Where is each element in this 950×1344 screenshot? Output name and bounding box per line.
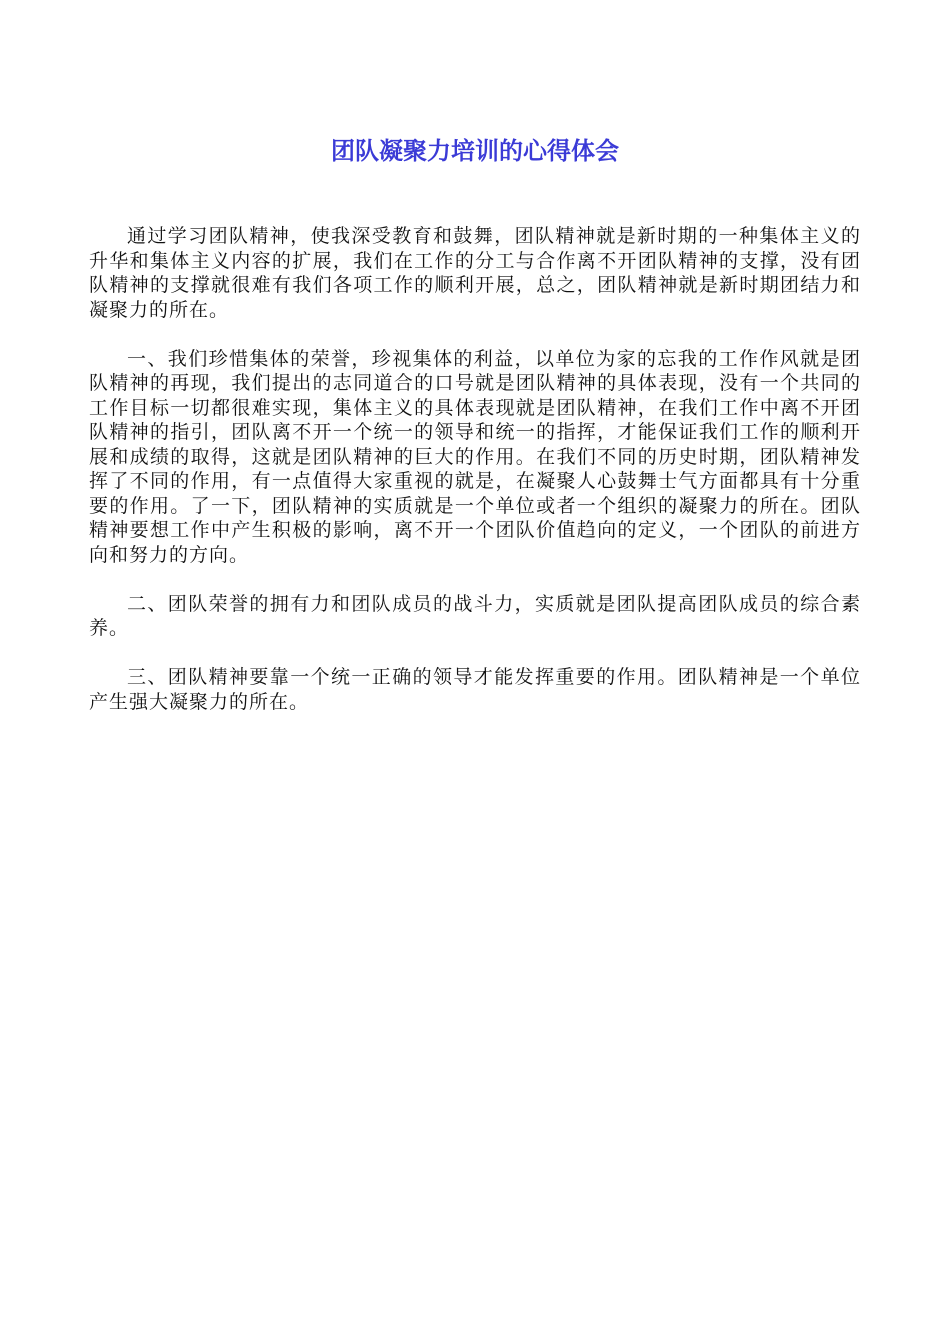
paragraph-point-one: 一、我们珍惜集体的荣誉，珍视集体的利益，以单位为家的忘我的工作作风就是团队精神的再现，我们提出的志同道合的口号就是团队精神的具体表现，没有一个共同的工作目标一切都很难实现，集体主义的具体表现就是团队精神，在我们工作中离不开团队精神的指引，团队离不开一个统一的领导和统一的指挥，才能保证我们工作的顺利开展和成绩的取得，这就是团队精神的巨大的作用。在我们不同的历史时期，团队精神发挥了不同的作用，有一点值得大家重视的就是，在凝聚人心鼓舞士气方面都具有十分重要的作用。了一下，团队精神的实质就是一个单位或者一个组织的凝聚力的所在。团队精神要想工作中产生积极的影响，离不开一个团队价值趋向的定义，一个团队的前进方向和努力的方向。 — [89, 347, 861, 566]
document-title: 团队凝聚力培训的心得体会 — [331, 137, 619, 165]
paragraph-point-three: 三、团队精神要靠一个统一正确的领导才能发挥重要的作用。团队精神是一个单位产生强大凝聚力的所在。 — [89, 666, 861, 713]
document-body — [89, 224, 861, 739]
paragraph-point-two: 二、团队荣誉的拥有力和团队成员的战斗力，实质就是团队提高团队成员的综合素养。 — [89, 592, 861, 639]
paragraph-intro: 通过学习团队精神，使我深受教育和鼓舞，团队精神就是新时期的一种集体主义的升华和集体主义内容的扩展，我们在工作的分工与合作离不开团队精神的支撑，没有团队精神的支撑就很难有我们各项工作的顺利开展，总之，团队精神就是新时期团结力和凝聚力的所在。 — [89, 225, 861, 321]
